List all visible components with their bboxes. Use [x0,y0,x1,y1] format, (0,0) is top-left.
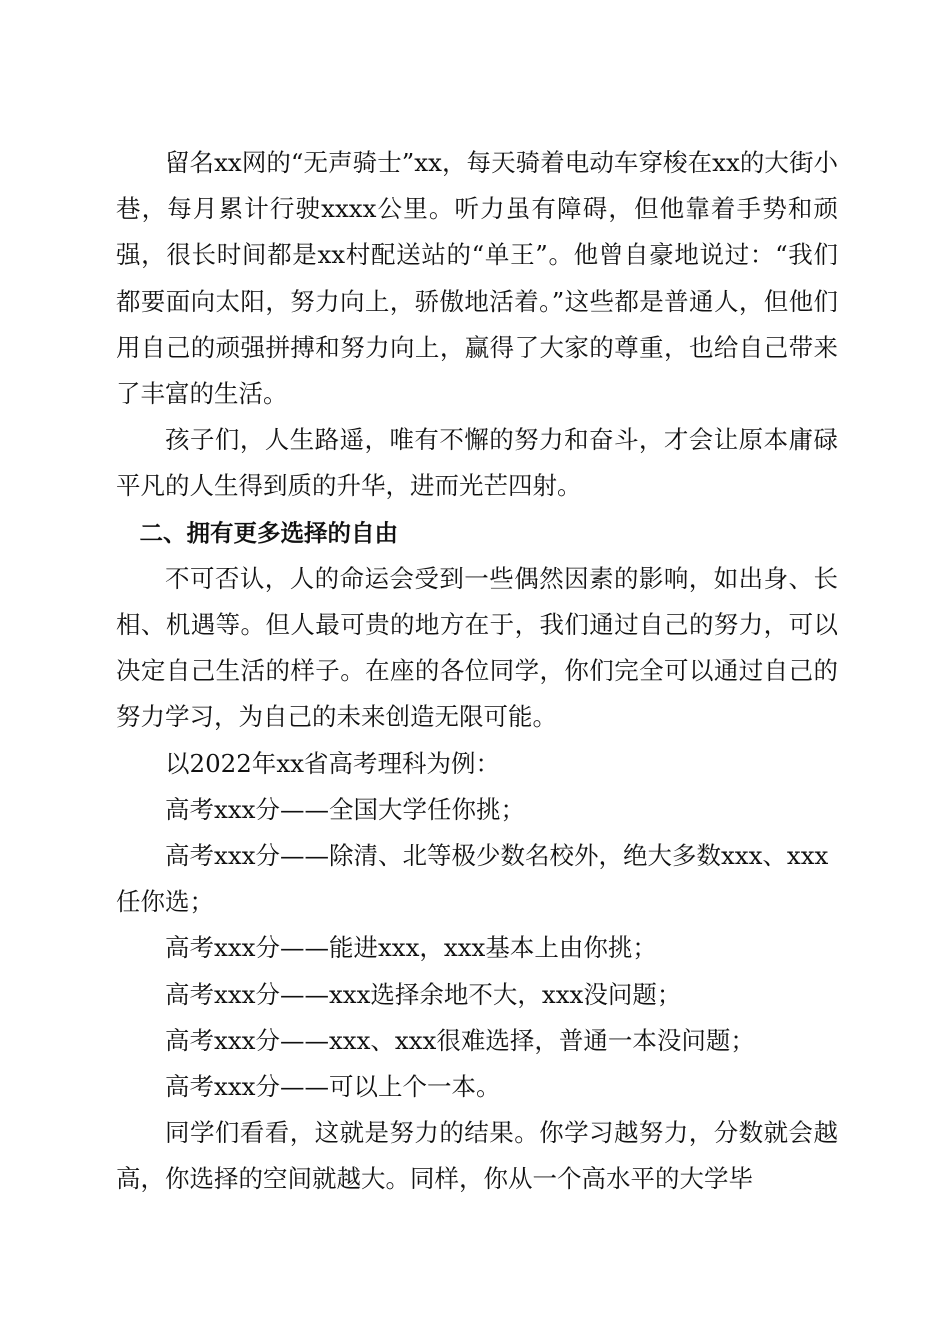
body-paragraph-closing: 同学们看看，这就是努力的结果。你学习越努力，分数就会越高，你选择的空间就越大。同样，你从一个高水平的大学毕 [116,1118,838,1194]
body-paragraph-fate: 不可否认，人的命运会受到一些偶然因素的影响，如出身、长相、机遇等。但人最可贵的地方在于，我们通过自己的努力，可以决定自己生活的样子。在座的各位同学，你们完全可以通过自己的努力学习，为自己的未来创造无限可能。 [116,563,838,732]
body-paragraph-riders: 留名xx网的“无声骑士”xx，每天骑着电动车穿梭在xx的大街小巷，每月累计行驶xxxx公里。听力虽有障碍，但他靠着手势和顽强，很长时间都是xx村配送站的“单王”。他曾自豪地说过：“我们都要面向太阳，努力向上，骄傲地活着。”这些都是普通人，但他们用自己的顽强拼搏和努力向上，赢得了大家的尊重，也给自己带来了丰富的生活。 [116,148,838,409]
score-list-item: 高考xxx分——xxx、xxx很难选择，普通一本没问题； [165,1025,755,1055]
section-heading: 二、拥有更多选择的自由 [139,518,398,547]
score-list-item: 高考xxx分——能进xxx，xxx基本上由你挑； [165,933,657,963]
score-list-item: 高考xxx分——可以上个一本。 [165,1072,501,1102]
body-paragraph-children: 孩子们，人生路遥，唯有不懈的努力和奋斗，才会让原本庸碌平凡的人生得到质的升华，进而光芒四射。 [116,425,838,501]
score-list-item: 高考xxx分——除清、北等极少数名校外，绝大多数xxx、xxx任你选； [116,841,829,917]
score-list [116,787,838,1110]
body-paragraph-example-intro: 以2022年xx省高考理科为例： [165,748,500,778]
score-list-item: 高考xxx分——xxx选择余地不大，xxx没问题； [165,979,682,1009]
document-body [116,140,838,1203]
score-list-item: 高考xxx分——全国大学任你挑； [165,794,525,824]
